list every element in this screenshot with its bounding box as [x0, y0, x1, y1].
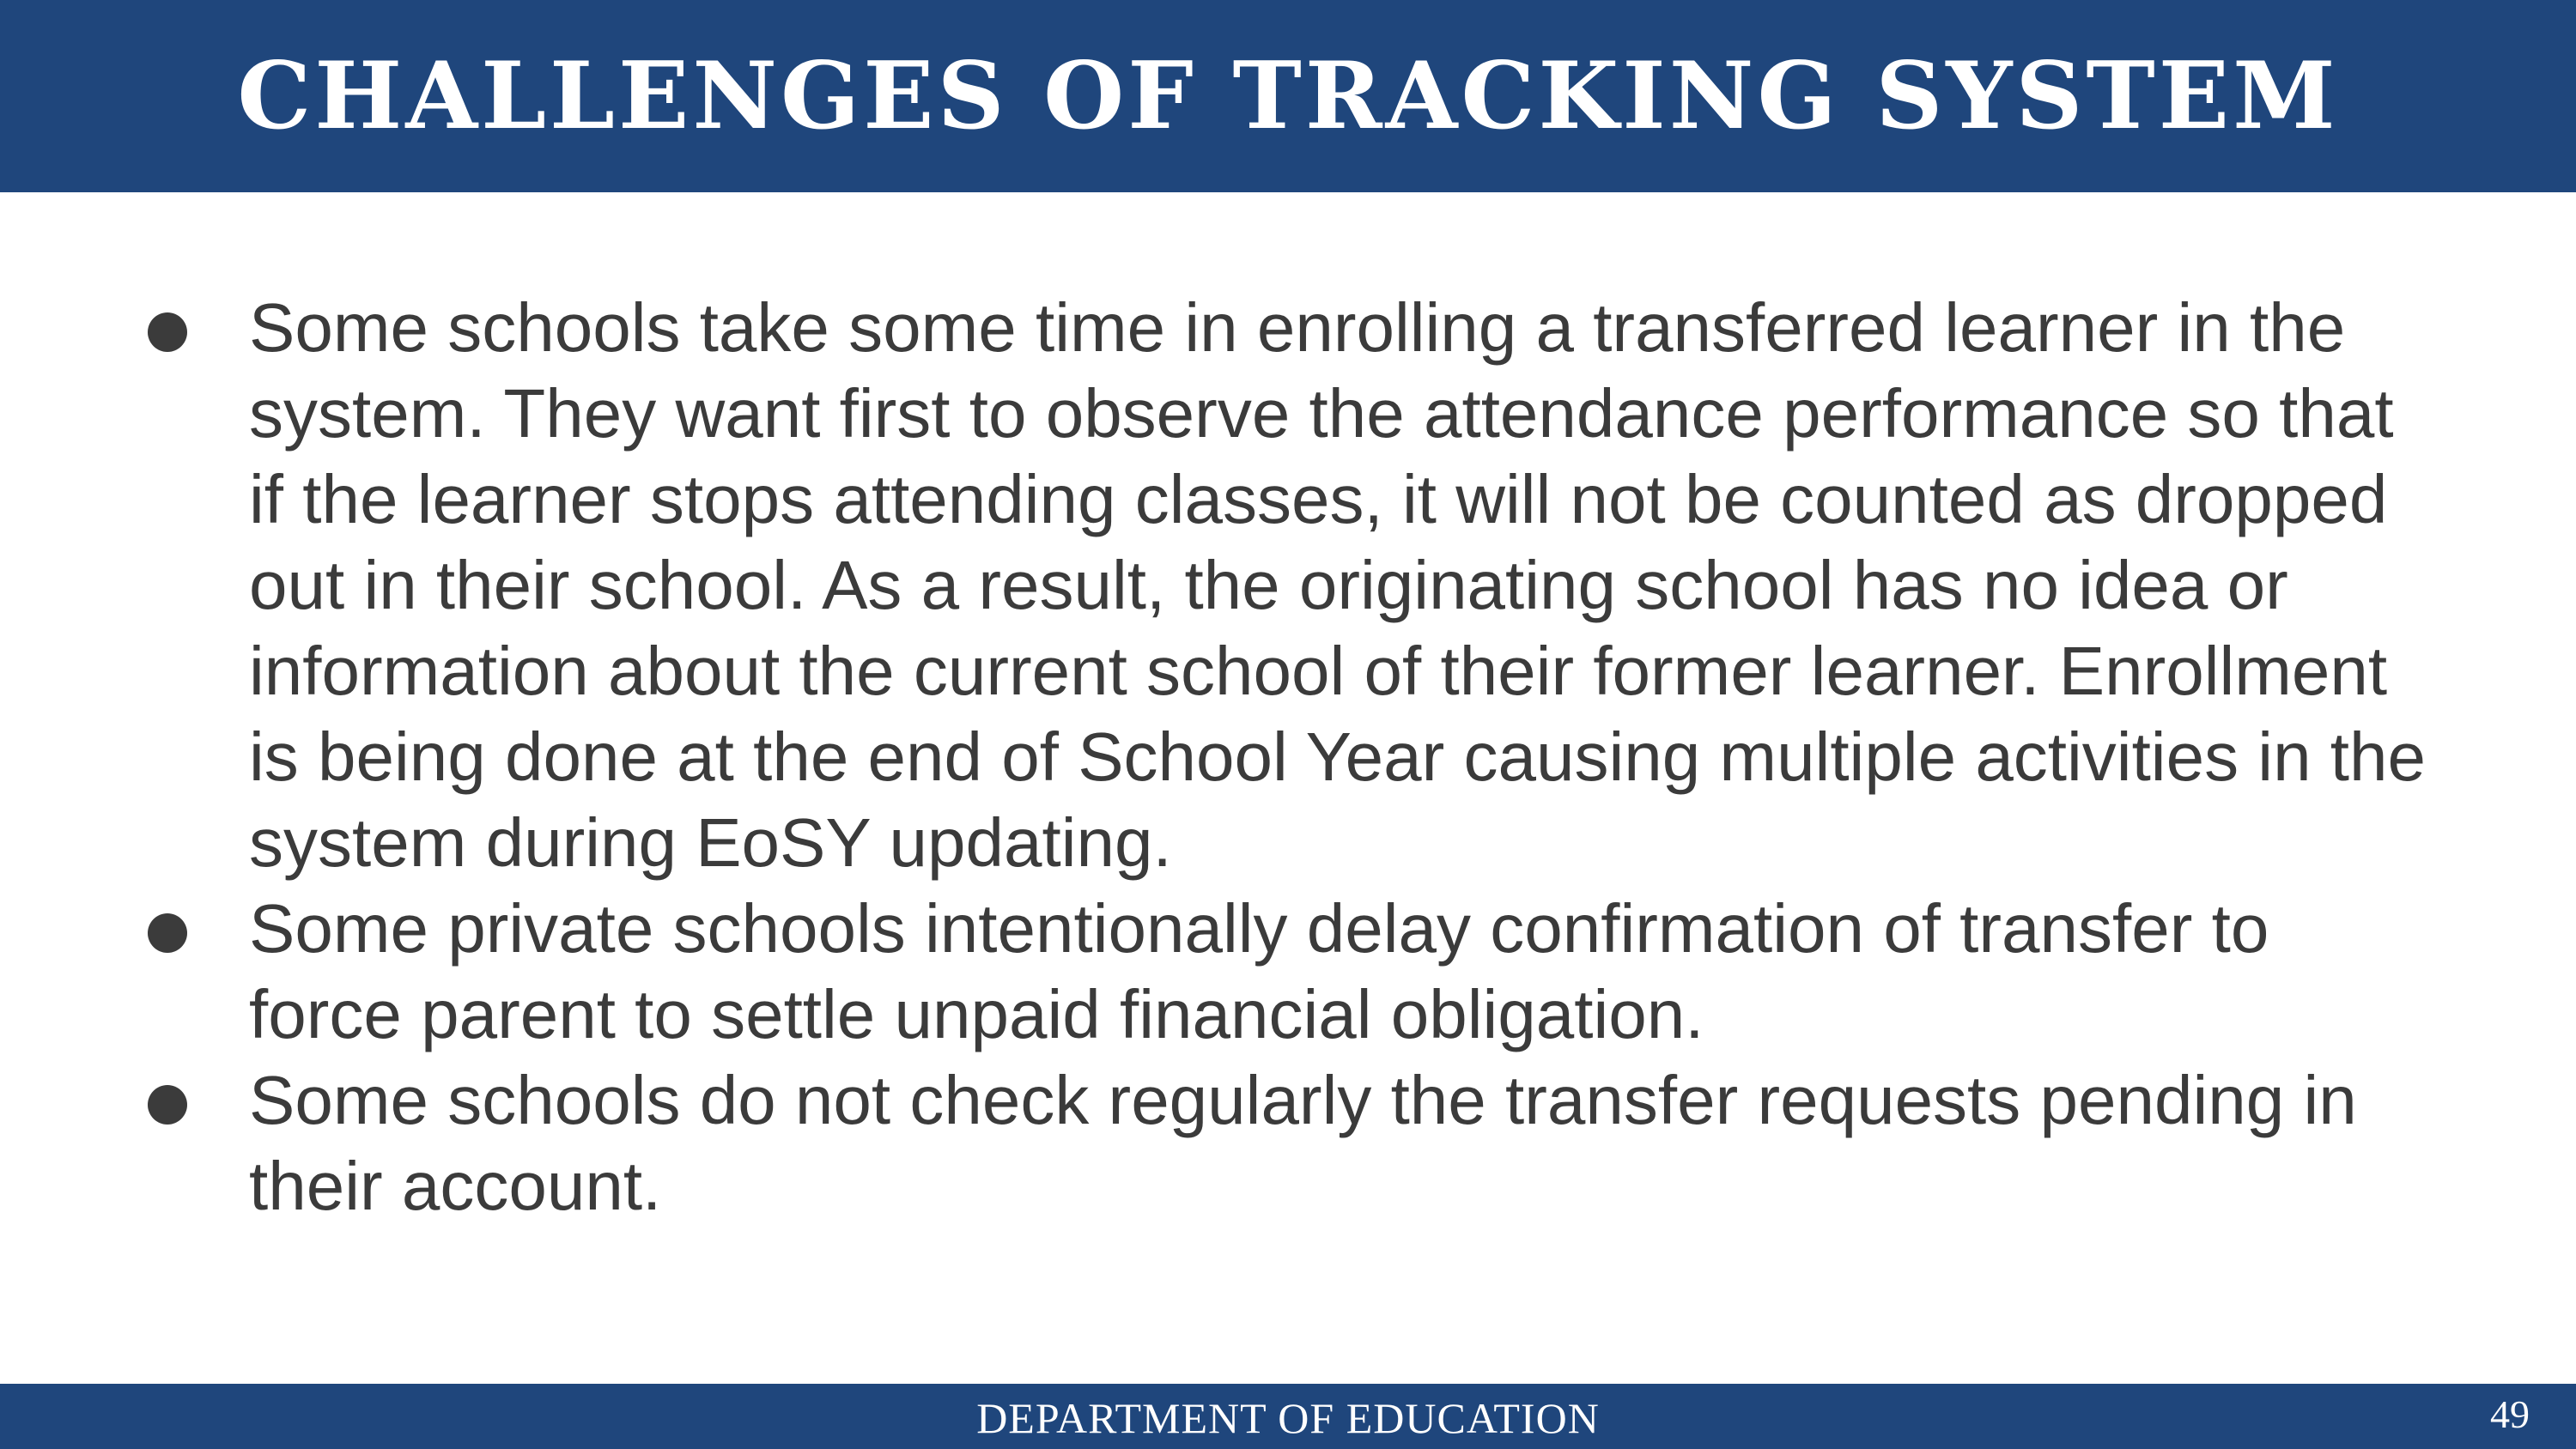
bullet-dot-icon [148, 312, 187, 352]
footer-department-label: DEPARTMENT OF EDUCATION [976, 1394, 1600, 1442]
slide-title: CHALLENGES OF TRACKING SYSTEM [237, 42, 2339, 150]
bullet-dot-icon [148, 1085, 187, 1125]
bullet-list [146, 285, 2430, 1229]
bullet-text: Some schools take some time in enrolling a transferred learner in the system. They want first to observe the attendance performance so that if the learner stops attending classes, it will not be counted as dropped out in their school. As a result, the originating school has no idea or information about the current school of their former learner. Enrollment is being done at the end of School Year causing multiple activities in the system during EoSY updating. [249, 289, 2426, 881]
page-number: 49 [2490, 1392, 2530, 1436]
bullet-text: Some schools do not check regularly the transfer requests pending in their account. [249, 1062, 2357, 1224]
footer-bar [0, 1384, 2576, 1449]
bullet-item [146, 886, 2430, 1058]
bullet-item [146, 1058, 2430, 1229]
title-banner [0, 0, 2576, 192]
bullet-dot-icon [148, 913, 187, 953]
slide-content [146, 285, 2430, 1229]
bullet-item [146, 285, 2430, 886]
bullet-text: Some private schools intentionally delay confirmation of transfer to force parent to settle unpaid financial obligation. [249, 890, 2269, 1052]
